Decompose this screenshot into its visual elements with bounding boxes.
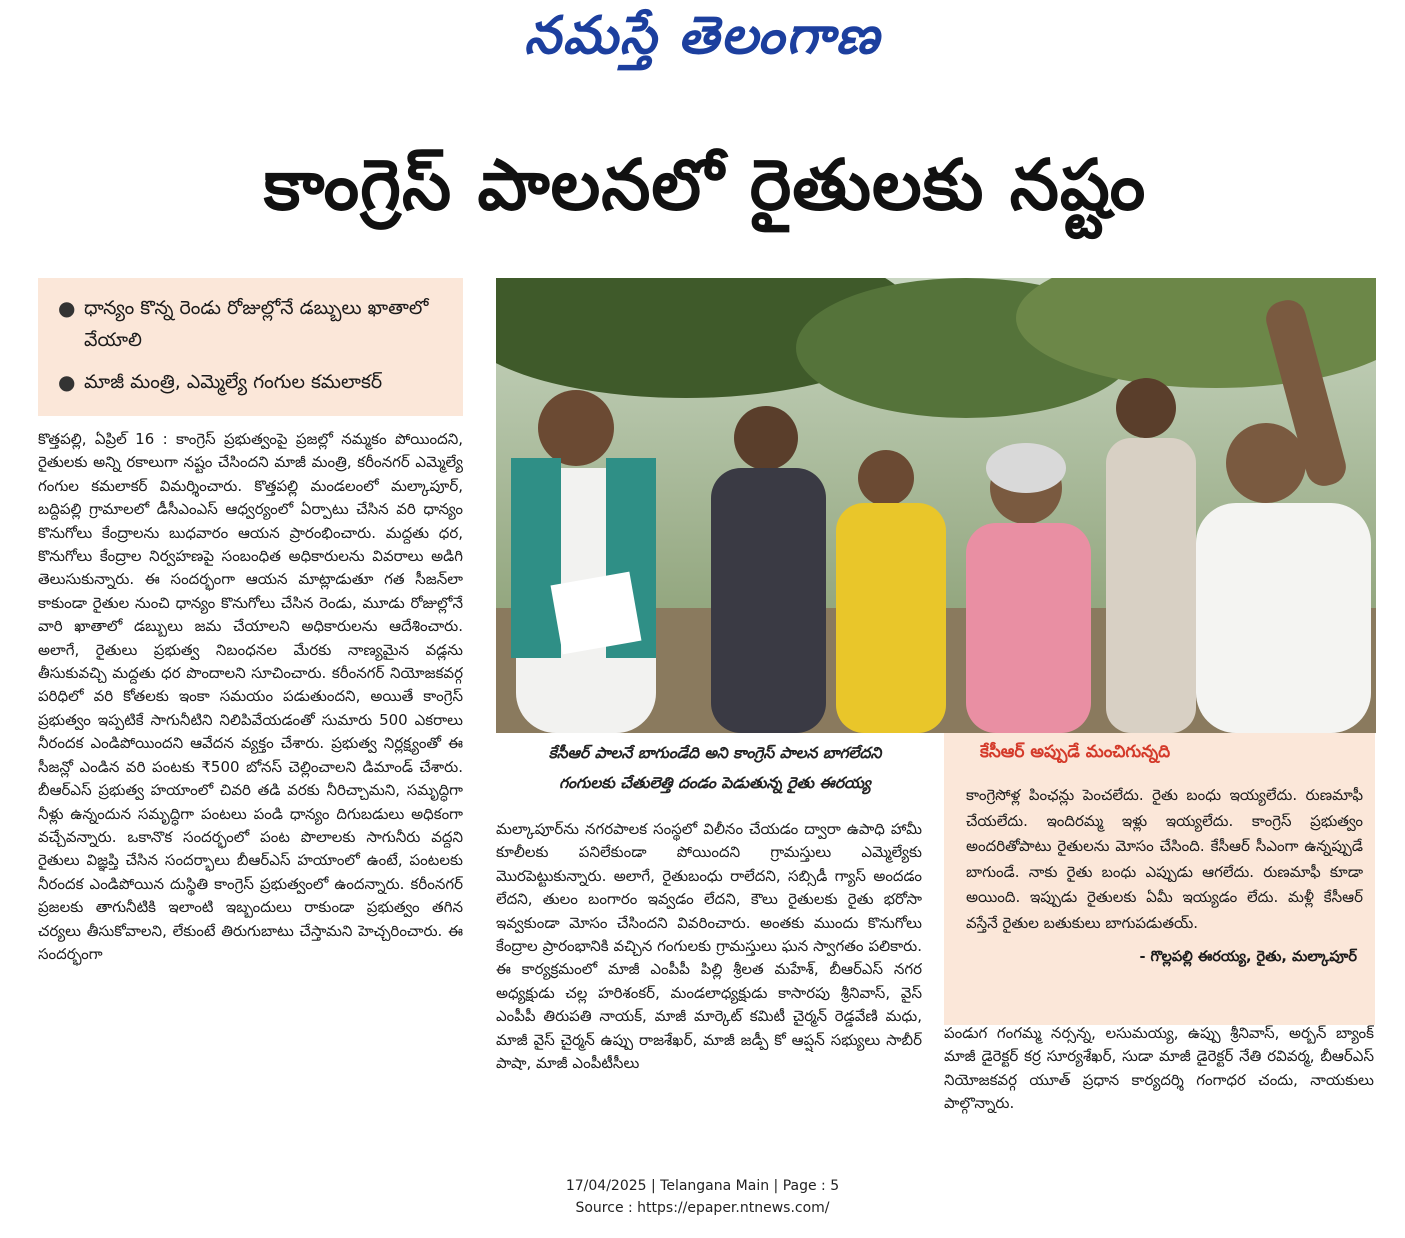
highlight-text: ధాన్యం కొన్న రెండు రోజుల్లోనే డబ్బులు ఖాతాలో వేయాలి: [84, 297, 429, 351]
photo-caption: [496, 738, 934, 804]
highlight-item: [58, 366, 449, 398]
article-column-3: పండుగ గంగమ్మ నర్సన్న, లసుమయ్య, ఉప్పు శ్రీనివాస్, అర్బన్ బ్యాంక్ మాజీ డైరెక్టర్ కర్ర సూర్యశేఖర్, సుడా మాజీ డైరెక్టర్ నేతి రవివర్మ, బీఆర్ఎస్ నియోజకవర్గ యూత్ ప్రధాన కార్యదర్శి గంగాధర చందు, నాయకులు పాల్గొన్నారు.: [944, 1024, 1374, 1113]
photo-illustration: [496, 278, 1376, 733]
article-column-2: మల్కాపూర్‌ను నగరపాలక సంస్థలో విలీనం చేయడం ద్వారా ఉపాధి హామీ కూలీలకు పనిలేకుండా పోయిందని గ్రామస్తులు ఎమ్మెల్యేకు మొరపెట్టుకున్నారు. అలాగే, రైతుబంధు రాలేదని, సబ్సిడీ గ్యాస్ అందడం లేదని, తులం బంగారం ఇవ్వడం లేదని, కౌలు రైతులకు రైతు భరోసా ఇవ్వకుండా మోసం చేసిందని వివరించారు. అంతకు ముందు కొనుగోలు కేంద్రాల ప్రారంభానికి వచ్చిన గంగులకు గ్రామస్తులు ఘన స్వాగతం పలికారు. ఈ కార్యక్రమంలో మాజీ ఎంపీపీ పిల్లి శ్రీలత మహేశ్, బీఆర్ఎస్ నగర అధ్యక్షుడు చల్ల హరిశంకర్, మండలాధ్యక్షుడు కాసారపు శ్రీనివాస్, వైస్ ఎంపీపీ తిరుపతి నాయక్, మాజీ మార్కెట్ కమిటీ చైర్మన్ రెడ్డవేణి మధు, మాజీ వైస్ చైర్మన్ ఉప్పు రాజశేఖర్, మాజీ జడ్పీ కో ఆప్షన్ సభ్యులు సాబీర్ పాషా, మాజీ ఎంపీటీసీలు: [496, 820, 922, 1073]
highlights-box: [38, 278, 463, 416]
quote-body: కాంగ్రెసోళ్ల పింఛన్లు పెంచలేదు. రైతు బంధు ఇయ్యలేదు. రుణమాఫీ చేయలేదు. ఇందిరమ్మ ఇళ్లు ఇయ్యలేదు. కాంగ్రెస్ ప్రభుత్వం అందరితోపాటు రైతులను మోసం చేసింది. కేసీఆర్ సీఎంగా ఉన్నప్పుడే బాగుండే. నాకు రైతు బంధు ఎప్పుడు ఆగలేదు. రుణమాఫీ కూడా అయింది. ఇప్పుడు రైతులకు ఏమీ ఇయ్యడం లేదు. మళ్లీ కేసీఆర్ వస్తేనే రైతుల బతుకులు బాగుపడుతయ్.: [966, 786, 1363, 932]
bullet-icon: ●: [58, 370, 76, 394]
article-column-1: కొత్తపల్లి, ఏప్రిల్ 16 : కాంగ్రెస్ ప్రభుత్వంపై ప్రజల్లో నమ్మకం పోయిందని, రైతులకు అన్ని రకాలుగా నష్టం చేసిందని మాజీ మంత్రి, కరీంనగర్ ఎమ్మెల్యే గంగుల కమలాకర్ విమర్శించారు. కొత్తపల్లి మండలంలో మల్కాపూర్, బద్దిపల్లి గ్రామాలలో డీసీఎంఎస్ ఆధ్వర్యంలో ఏర్పాటు చేసిన వరి ధాన్యం కొనుగోలు కేంద్రాలను బుధవారం ఆయన ప్రారంభించారు. మద్దతు ధర, కొనుగోలు కేంద్రాల నిర్వహణపై సంబంధిత అధికారులను వివరాలు అడిగి తెలుసుకున్నారు. ఈ సందర్భంగా ఆయన మాట్లాడుతూ గత సీజన్‌లా కాకుండా రైతుల నుంచి ధాన్యం కొనుగోలు చేసిన రెండు, మూడు రోజుల్లోనే వారి ఖాతాలో డబ్బులు జమ చేయాలని అధికారులను ఆదేశించారు. అలాగే, రైతులు ప్రభుత్వ నిబంధనల మేరకు నాణ్యమైన వడ్లను తీసుకువచ్చి మద్దతు ధర పొందాలని సూచించారు. కరీంనగర్ నియోజకవర్గ పరిధిలో వరి కోతలకు ఇంకా సమయం పడుతుందని, అయితే కాంగ్రెస్ ప్రభుత్వం ఇప్పటికే సాగునీటిని నిలిపివేయడంతో సుమారు 500 ఎకరాలు నీరందక ఎండిపోయిందని ఆవేదన వ్యక్తం చేశారు. ప్రభుత్వ నిర్లక్ష్యంతో ఈ సీజన్లో ఎండిన వరి పంటకు ₹500 బోనస్ చెల్లించాలని డిమాండ్ చేశారు. బీఆర్ఎస్ ప్రభుత్వ హయాంలో చివరి తడి వరకు నీరిచ్చామని, సమృద్ధిగా నీళ్లు ఉన్నందున సమృద్ధిగా పంటలు పండి ధాన్యం దిగుబడులు అధికంగా వచ్చేవన్నారు. ఒకానొక సందర్భంలో పంట పొలాలకు సాగునీరు వద్దని రైతులు విజ్ఞప్తి చేసిన సందర్భాలు బీఆర్ఎస్ హయాంలో ఉంటే, పంటలకు నీరందక ఎండిపోయిన దుస్థితి కాంగ్రెస్ ప్రభుత్వంలో ఉందన్నారు. కరీంనగర్ ప్రజలకు తాగునీటికి ఇలాంటి ఇబ్బందులు రాకుండా ప్రభుత్వం తగిన చర్యలు తీసుకోవాలని, లేకుంటే తిరుగుబాటు చేస్తామని హెచ్చరించారు. ఈ సందర్భంగా: [38, 430, 463, 963]
news-photo: [496, 278, 1376, 733]
caption-line: కేసీఆర్ పాలనే బాగుండేది అని కాంగ్రెస్ పాలన బాగలేదని: [548, 744, 882, 762]
masthead-logo: నమస్తే తెలంగాణ: [524, 6, 881, 66]
footer-date-page: 17/04/2025 | Telangana Main | Page : 5: [565, 1178, 840, 1194]
footer-source: Source : https://epaper.ntnews.com/: [575, 1200, 830, 1216]
quote-heading: కేసీఆర్ అప్పుడే మంచిగున్నది: [980, 742, 1171, 762]
bullet-icon: ●: [58, 296, 76, 320]
caption-line: గంగులకు చేతులెత్తి దండం పెడుతున్న రైతు ఈరయ్య: [559, 774, 871, 792]
highlight-text: మాజీ మంత్రి, ఎమ్మెల్యే గంగుల కమలాకర్: [84, 371, 383, 393]
farmer-quote-box: [944, 733, 1375, 1025]
highlight-item: [58, 292, 449, 356]
quote-attribution: - గొల్లపల్లి ఈరయ్య, రైతు, మల్కాపూర్: [1139, 949, 1357, 965]
headline: కాంగ్రెస్ పాలనలో రైతులకు నష్టం: [263, 144, 1147, 226]
